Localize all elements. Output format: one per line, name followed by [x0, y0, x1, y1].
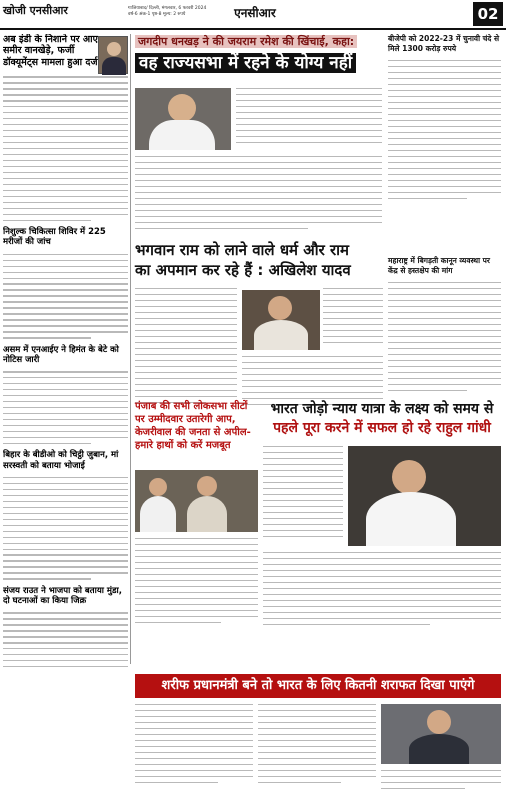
story-raut-body	[3, 612, 128, 667]
sharif-headline-banner	[135, 674, 501, 698]
section-title: एनसीआर	[234, 6, 276, 20]
issue-date: गाजियाबाद/ दिल्ली, मंगलवार, 6 फरवरी 2024	[128, 6, 207, 11]
ram-body-a	[135, 288, 237, 408]
kejriwal-photo	[135, 470, 258, 532]
brand-logo: खोजी एनसीआर	[3, 4, 68, 17]
rahul-photo	[348, 446, 501, 546]
rahul-headline-line2: पहले पूरा करने में सफल हो रहे राहुल गांधी	[273, 420, 491, 436]
lead-body-a	[236, 88, 382, 148]
rahul-body-a	[263, 446, 343, 542]
story-wankhede-headline: अब इंडी के निशाने पर आए समीर वानखेड़े, फर्जी डॉक्यूमेंट्स मामला हुआ दर्ज	[3, 34, 98, 68]
lead-headline	[135, 34, 381, 75]
punjab-headline: पंजाब की सभी लोकसभा सीटों पर उम्मीदवार उतारेगी आप, केजरीवाल की जनता से अपील- हमारे हाथों को करें मजबूत	[135, 401, 251, 451]
rahul-body-b	[263, 552, 501, 630]
dhankhar-photo	[135, 88, 231, 150]
ram-headline-line2: का अपमान कर रहे हैं : अखिलेश यादव	[135, 261, 351, 279]
sharif-headline: शरीफ प्रधानमंत्री बने तो भारत के लिए कितनी शराफत दिखा पाएंगे	[161, 678, 475, 693]
story-bihar-headline: बिहार के बीडीओ को चिट्ठी जुबान, मां सरस्वती को बताया भोजाई	[3, 450, 119, 471]
punjab-body	[135, 538, 258, 628]
lead-headline-line1: जगदीप धनखड़ ने की जयराम रमेश की खिंचाई, कहा:	[135, 35, 357, 48]
issue-volume: वर्ष-6 अंक-1 पृष्ठ-8 मूल्य: 2 रुपये	[128, 12, 186, 17]
brand-block	[3, 3, 131, 27]
akhilesh-photo	[242, 290, 320, 350]
rahul-story-headline	[263, 400, 501, 438]
ram-headline-line1: भगवान राम को लाने वाले धर्म और राम	[135, 241, 349, 259]
story-assam-body	[3, 371, 128, 444]
ram-body-b	[323, 288, 383, 348]
rahul-headline-line1: भारत जोड़ो न्याय यात्रा के लक्ष्य को समय से	[270, 401, 494, 417]
left-column-rule	[130, 34, 131, 664]
bjp-fund-headline: बीजेपी को 2022-23 में चुनावी चंदे से मिले 1300 करोड़ रुपये	[388, 34, 500, 53]
bjp-fund-body	[388, 60, 501, 199]
masthead	[0, 0, 506, 30]
sharif-body-c	[381, 770, 501, 794]
punjab-story	[135, 400, 258, 452]
story-camp-body	[3, 254, 128, 339]
sharif-photo	[381, 704, 501, 764]
story-camp-headline: निशुल्क चिकित्सा शिविर में 225 मरीजों की जांच	[3, 227, 106, 248]
sharif-body-a	[135, 704, 253, 788]
maha-story	[388, 256, 501, 396]
wankhede-photo	[98, 36, 128, 74]
lead-body-b	[135, 156, 382, 234]
page-number: 02	[473, 2, 503, 26]
story-assam-headline: असम में एनआईए ने हिमंत के बेटे को नोटिस जारी	[3, 344, 119, 365]
lead-headline-line2: वह राज्यसभा में रहने के योग्य नहीं	[135, 53, 356, 73]
masthead-rule	[0, 28, 506, 30]
sharif-body-b	[258, 704, 376, 788]
ram-story-headline	[135, 240, 380, 280]
maha-headline: महाराष्ट्र में बिगड़ती कानून व्यवस्था पर केंद्र से हस्तक्षेप की मांग	[388, 256, 490, 275]
left-column	[3, 34, 128, 796]
story-wankhede-body	[3, 76, 128, 221]
issue-meta	[128, 6, 206, 18]
maha-body	[388, 282, 501, 391]
story-bihar-body	[3, 477, 128, 580]
right-column	[388, 34, 501, 204]
story-raut-headline: संजय राउत ने भाजपा को बताया मुंडा, दो घटनाओं का किया जिक्र	[3, 585, 122, 606]
